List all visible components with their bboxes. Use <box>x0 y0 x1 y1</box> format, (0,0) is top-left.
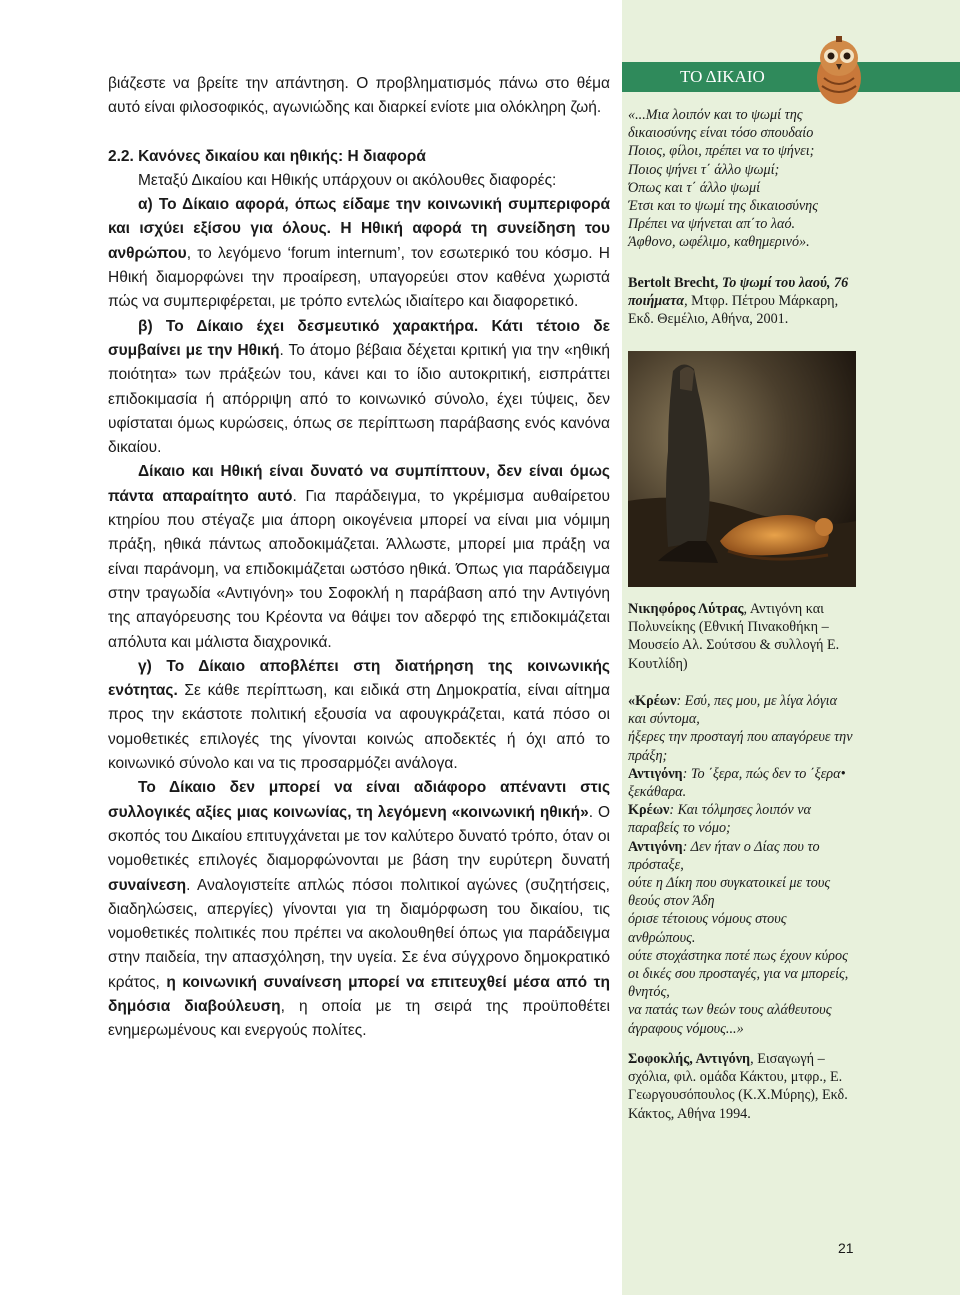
paragraph-a-bold: α) Το Δίκαιο αφορά, όπως είδαμε την κοινωνική συμπεριφορά και ισχύει εξίσου για όλους. Η Ηθική αφορά τη συνείδηση του ανθρώπου <box>108 196 610 262</box>
paragraph-differences-intro: Μεταξύ Δικαίου και Ηθικής υπάρχουν οι ακόλουθες διαφορές: <box>138 171 557 189</box>
painting-antigone-polynices <box>628 351 856 587</box>
painting-caption: Νικηφόρος Λύτρας, Αντιγόνη και Πολυνείκης (Εθνική Πινακοθήκη – Μουσείο Αλ. Σούτσου & συλλογή Ε. Κουτλίδη) <box>628 601 840 672</box>
paragraph-c-bold: Δίκαιο και Ηθική είναι δυνατό να συμπίπτουν, δεν είναι όμως πάντα απαραίτητο αυτό <box>108 463 610 505</box>
sidebar-header <box>622 62 960 92</box>
paragraph-e: Το Δίκαιο δεν μπορεί να είναι αδιάφορο απέναντι στις συλλογικές αξίες μιας κοινωνίας, τη λεγόμενη «κοινωνική ηθική». Ο σκοπός του Δικαίου επιτυγχάνεται με τον καλύτερο δυνατό τρόπο, όταν οι νομοθετικές επιλογές διαμορφώνονται με βάση την ευρύτερη δυνατή συναίνεση. Αναλογιστείτε απλώς πόσοι πολιτικοί αγώνες (συζητήσεις, διαδηλώσεις, απεργίες) γίνονται για τη διαμόρφωση του δικαίου, τις νομοθετικές πολιτικές που πρέπει να ακολουθηθεί όπως για παράδειγμα στην παιδεία, την απασχόληση, την υγεία. Σε ένα σύγχρονο δημοκρατικό κράτος, η κοινωνική συναίνεση μπορεί να επιτευχθεί μέσα από τη δημόσια διαβούλευση, η οποία με τη σειρά της προϋποθέτει ενημερωμένους και ενεργούς πολίτες. <box>108 779 611 1040</box>
paragraph-b-bold: β) Το Δίκαιο έχει δεσμευτικό χαρακτήρα. Κάτι τέτοιο δε συμβαίνει με την Ηθική <box>108 317 610 359</box>
paragraph-b: β) Το Δίκαιο έχει δεσμευτικό χαρακτήρα. Κάτι τέτοιο δε συμβαίνει με την Ηθική. Το άτομο βέβαια δέχεται κριτική για την «ηθική ποιότητα» των πράξεών του, κάνει και το ίδιο αυτοκριτική, εισπράττει επιδοκιμασία ή απόρριψη από το κοινωνικό σύνολο, έχει τύψεις, δεν υφίσταται όμως κυρώσεις, όπως σε περίπτωση παράβασης ενός κανόνα δικαίου. <box>108 317 610 457</box>
section-heading: 2.2. Κανόνες δικαίου και ηθικής: Η διαφορά <box>108 147 426 165</box>
brecht-poem: «...Μια λοιπόν και το ψωμί της δικαιοσύνης είναι τόσο σπουδαίο Ποιος, φίλοι, πρέπει να το ψήνει; Ποιος ψήνει τ΄ άλλο ψωμί; Όπως και τ΄ άλλο ψωμί Έτσι και το ψωμί της δικαιοσύνης Πρέπει να ψήνεται απ΄το λαό. Άφθονο, ωφέλιμο, καθημερινό». <box>628 107 818 251</box>
dialogue-line: «Κρέων: Εσύ, πες μου, με λίγα λόγια και σύντομα, ήξερες την προσταγή που απαγόρευε την πράξη; <box>628 693 853 764</box>
paragraph-e-bold: Το Δίκαιο δεν μπορεί να είναι αδιάφορο απέναντι στις συλλογικές αξίες μιας κοινωνίας, τη λεγόμενη «κοινωνική ηθική» <box>108 779 610 821</box>
main-text-column <box>108 72 610 1044</box>
dialogue-line: Κρέων: Και τόλμησες λοιπόν να παραβείς το νόμο; <box>628 802 812 837</box>
paragraph-a: α) Το Δίκαιο αφορά, όπως είδαμε την κοινωνική συμπεριφορά και ισχύει εξίσου για όλους. Η Ηθική αφορά τη συνείδηση του ανθρώπου, το λεγόμενο ‘forum internum’, τον εσωτερικό του κόσμο. Η Ηθική διαμορφώνει την προαίρεση, υπαγορεύει στον καθένα χωριστά πώς να συμπεριφέρεται, με τρόπο εντελώς ιδιαίτερο και διαφορετικό. <box>108 196 610 311</box>
dialogue-line: Αντιγόνη: Το ΄ξερα, πώς δεν το ΄ξερα• ξεκάθαρα. <box>628 765 846 801</box>
brecht-citation: Bertolt Brecht, Το ψωμί του λαού, 76 ποιήματα, Μτφρ. Πέτρου Μάρκαρη, Εκδ. Θεμέλιο, Αθήνα, 2001. <box>628 275 849 328</box>
owl-icon <box>810 34 868 106</box>
paragraph-c: Δίκαιο και Ηθική είναι δυνατό να συμπίπτουν, δεν είναι όμως πάντα απαραίτητο αυτό. Για παράδειγμα, το γκρέμισμα αυθαίρετου κτηρίου που στέγαζε μια άπορη οικογένεια μπορεί να είναι μια νόμιμη πράξη, ηθικά πάντως αποδοκιμάζεται. Άλλωστε, μπορεί μια πράξη να είναι παράνομη, να επιδοκιμάζεται ωστόσο ηθικά. Όπως για παράδειγμα στην τραγωδία «Αντιγόνη» του Σοφοκλή η παράβαση από την Αντιγόνη της απαγόρευσης του Κρέοντα να θάψει τον αδερφό της επιδοκιμάζεται απόλυτα και μάλιστα διαχρονικά. <box>108 463 611 651</box>
page-number: 21 <box>838 1240 854 1256</box>
paragraph-d-bold: γ) Το Δίκαιο αποβλέπει στη διατήρηση της κοινωνικής ενότητας. <box>108 657 610 700</box>
paragraph-intro: βιάζεστε να βρείτε την απάντηση. Ο προβληματισμός πάνω στο θέμα αυτό είναι φιλοσοφικός, αγωνιώδης και διαρκεί ενίοτε μια ολόκληρη ζωή. <box>108 75 610 117</box>
antigone-dialogue <box>628 692 856 1038</box>
dialogue-line: Αντιγόνη: Δεν ήταν ο Δίας που το πρόσταξε, ούτε η Δίκη που συγκατοικεί με τους θεούς στον Άδη όρισε τέτοιους νόμους στους ανθρώπους. ούτε στοχάστηκα ποτέ πως έχουν κύρος οι δικές σου προσταγές, για να μπορείς, θνητός, να πατάς των θεών τους αλάθευτους άγραφους νόμους...» <box>628 838 849 1037</box>
sophocles-citation: Σοφοκλής, Αντιγόνη, Εισαγωγή – σχόλια, φιλ. ομάδα Κάκτου, μτφρ., Ε. Γεωργουσόπουλος (Κ.Χ.Μύρης), Εκδ. Κάκτος, Αθήνα 1994. <box>628 1051 848 1122</box>
paragraph-d: γ) Το Δίκαιο αποβλέπει στη διατήρηση της κοινωνικής ενότητας. Σε κάθε περίπτωση, και ειδικά στη Δημοκρατία, είναι αίτημα προς την εκάστοτε πολιτική εξουσία να αφουγκράζεται, κατά πόσο οι νομοθετικές επιλογές της γίνονται κοινώς αποδεκτές ή όχι από το κοινωνικό σύνολο και να τις προσαρμόζει ανάλογα. <box>108 657 610 773</box>
sidebar-header-title: ΤΟ ΔΙΚΑΙΟ <box>680 67 765 86</box>
